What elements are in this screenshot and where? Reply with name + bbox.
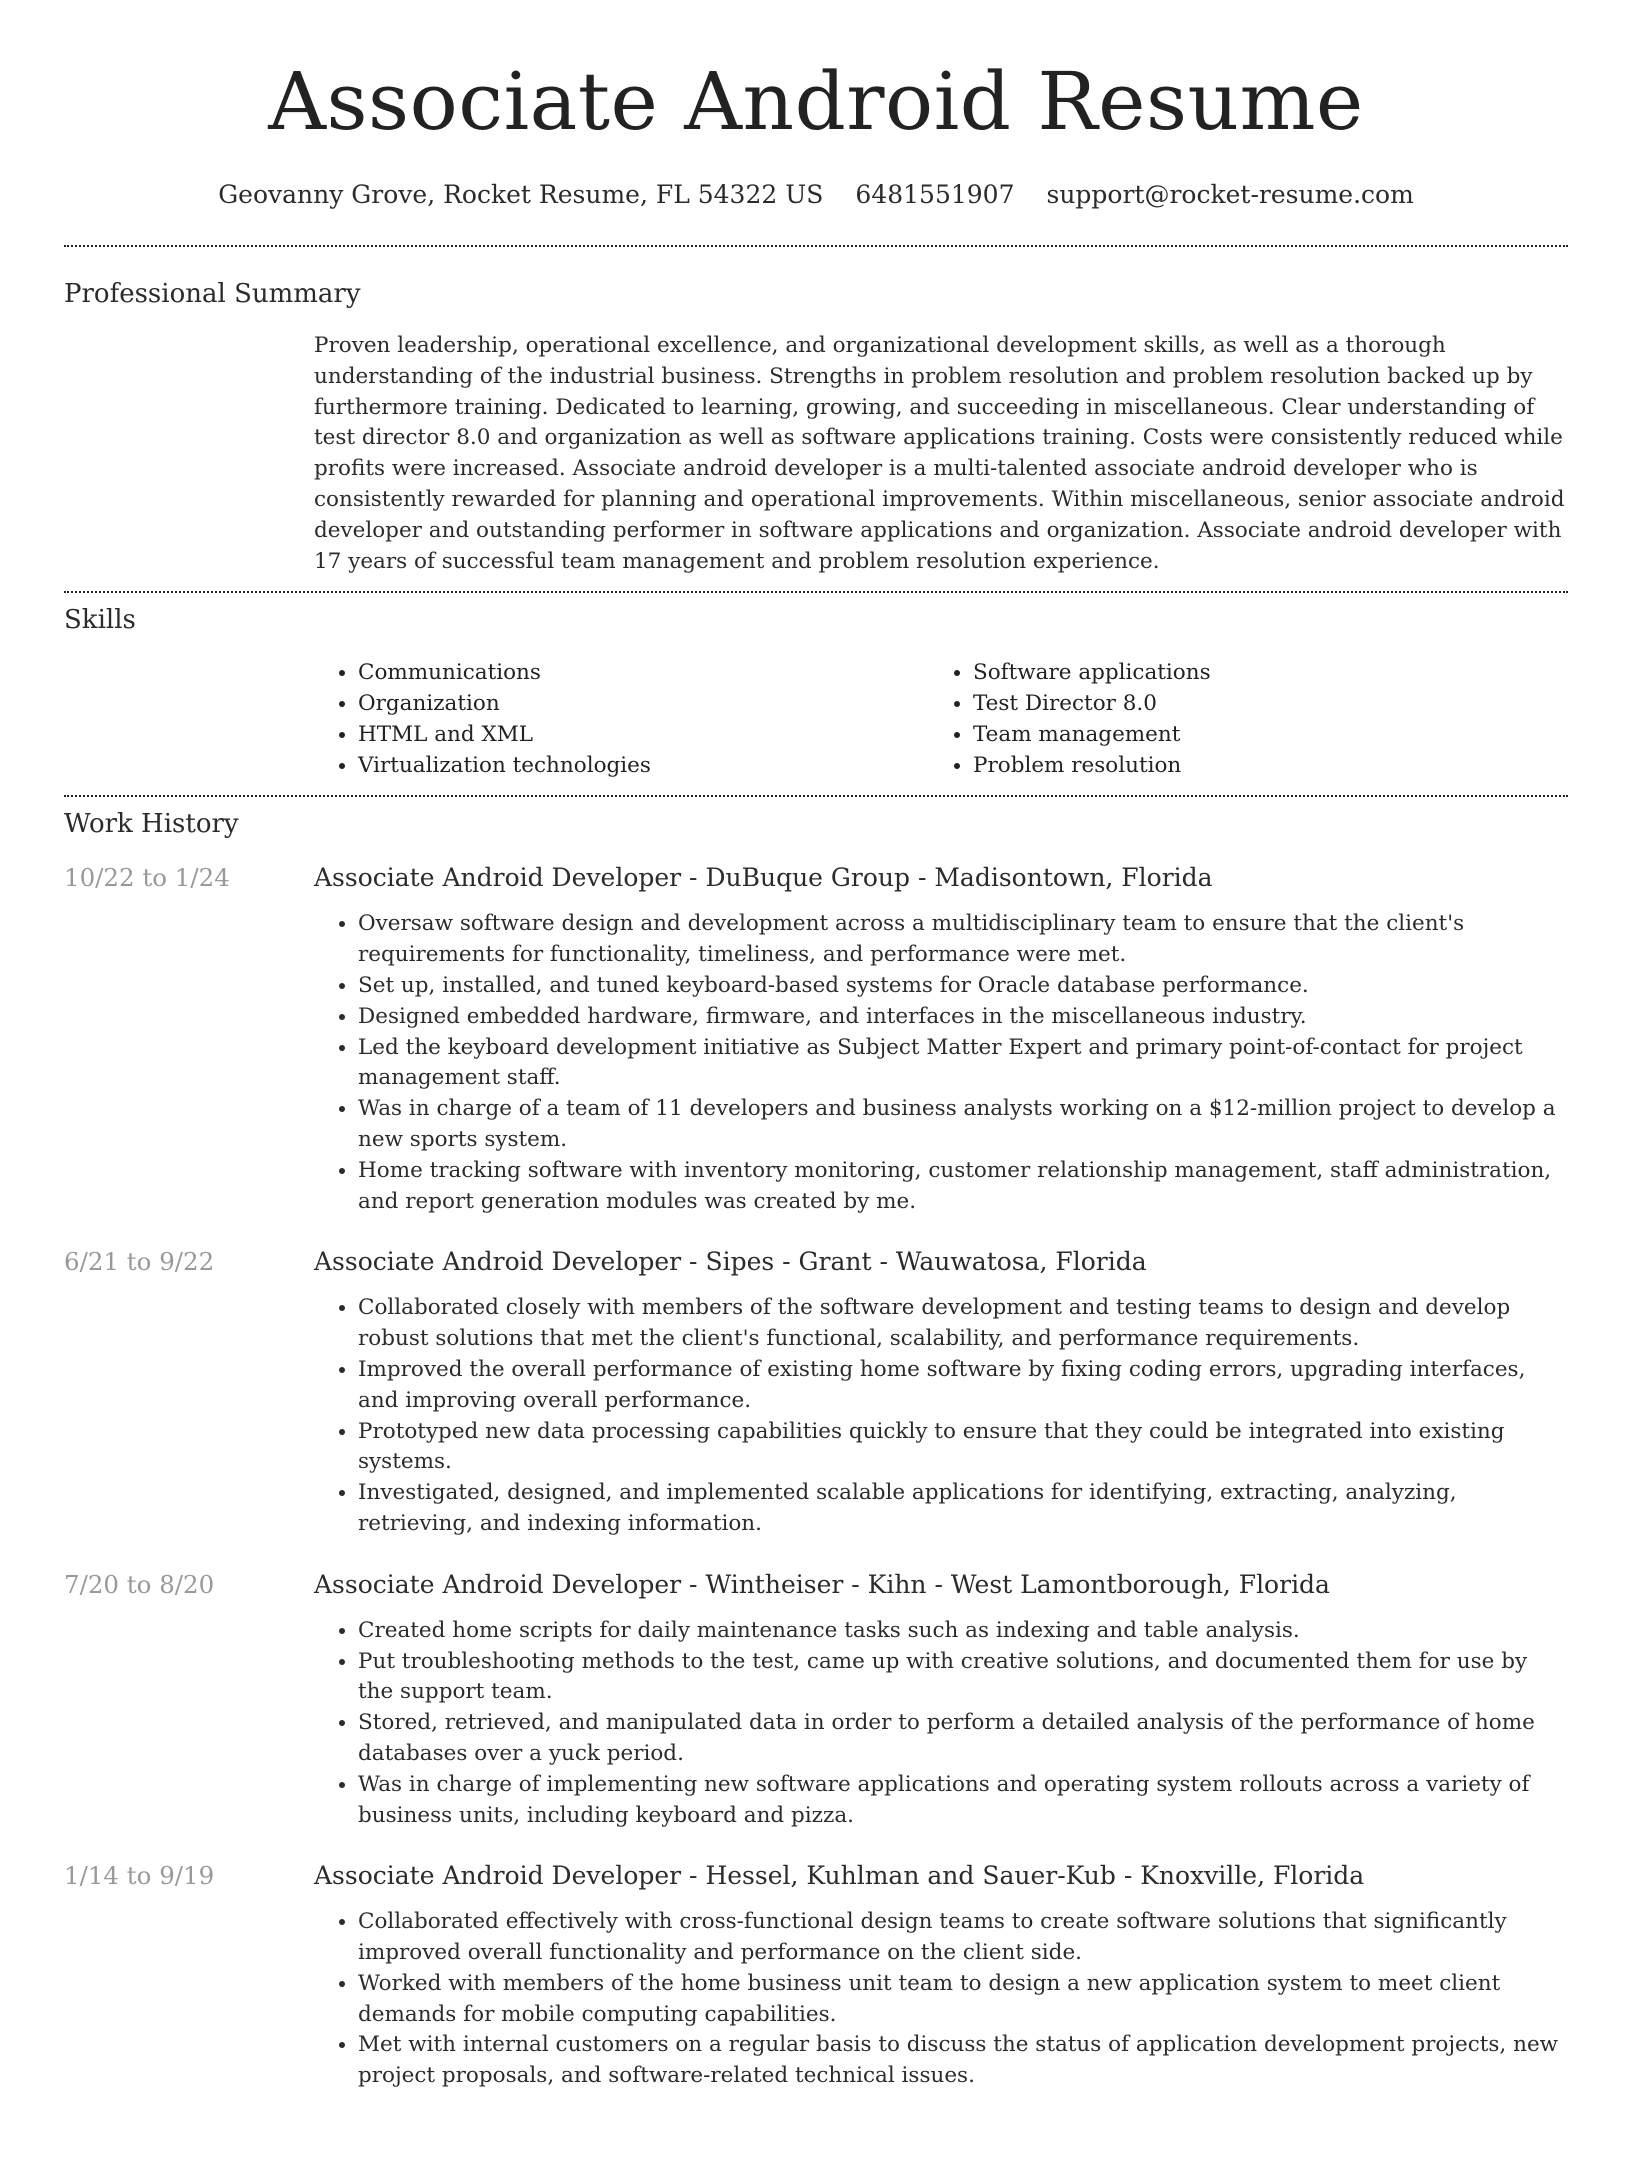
resume-title: Associate Android Resume (268, 55, 1364, 148)
job-bullet: • Was in charge of a team of 11 developers and business analysts working on a $12-million project to develop a new sports system. (358, 1094, 1568, 1156)
job-bullet: • Oversaw software design and development across a multidisciplinary team to ensure that the client's requirements for functionality, timeliness, and performance were met. (358, 909, 1568, 971)
job-bullet: • Was in charge of implementing new software applications and operating system rollouts across a variety of business units, including keyboard and pizza. (358, 1770, 1568, 1832)
contact-address: Geovanny Grove, Rocket Resume, FL 54322 US (218, 180, 824, 209)
section-divider (64, 245, 1568, 247)
skill-item: • Software applications (973, 657, 1544, 688)
job-bullets (314, 909, 1568, 1217)
job-details (314, 1859, 1568, 2092)
summary-heading: Professional Summary (64, 279, 361, 309)
contact-phone: 6481551907 (855, 180, 1015, 209)
resume-page (0, 54, 1632, 2166)
job-dates: 6/21 to 9/22 (64, 1247, 215, 1277)
job-dates: 7/20 to 8/20 (64, 1569, 215, 1599)
job-details (314, 1245, 1568, 1539)
skill-item: • HTML and XML (358, 719, 929, 750)
job-title: Associate Android Developer - Hessel, Kuhlman and Sauer-Kub - Knoxville, Florida (314, 1861, 1365, 1891)
job-bullet: • Collaborated effectively with cross-functional design teams to create software solutions that significantly improved overall functionality and performance on the client side. (358, 1907, 1568, 1969)
job-details (314, 1568, 1568, 1832)
job-dates: 10/22 to 1/24 (64, 863, 230, 893)
skills-list (64, 657, 1568, 781)
job-bullet: • Prototyped new data processing capabilities quickly to ensure that they could be integrated into existing systems. (358, 1417, 1568, 1479)
job-details (314, 861, 1568, 1217)
work-history-heading: Work History (64, 809, 239, 840)
section-divider (64, 591, 1568, 593)
job-dates: 1/14 to 9/19 (64, 1861, 215, 1891)
job-bullet: • Led the keyboard development initiative as Subject Matter Expert and primary point-of-contact for project management staff. (358, 1033, 1568, 1095)
job-entry (64, 1245, 1568, 1539)
section-divider (64, 795, 1568, 797)
contact-info (64, 180, 1568, 209)
job-bullet: • Stored, retrieved, and manipulated data in order to perform a detailed analysis of the performance of home databases over a yuck period. (358, 1708, 1568, 1770)
job-entry (64, 1568, 1568, 1832)
contact-email: support@rocket-resume.com (1046, 180, 1414, 209)
job-bullets (314, 1293, 1568, 1539)
job-bullet: • Met with internal customers on a regular basis to discuss the status of application development projects, new project proposals, and software-related technical issues. (358, 2030, 1568, 2092)
skill-item: • Problem resolution (973, 750, 1544, 781)
job-bullet: • Designed embedded hardware, firmware, and interfaces in the miscellaneous industry. (358, 1002, 1568, 1033)
job-bullet: • Investigated, designed, and implemented scalable applications for identifying, extracting, analyzing, retrieving, and indexing information. (358, 1478, 1568, 1540)
job-bullet: • Worked with members of the home business unit team to design a new application system to meet client demands for mobile computing capabilities. (358, 1969, 1568, 2031)
job-title: Associate Android Developer - Wintheiser - Kihn - West Lamontborough, Florida (314, 1569, 1330, 1599)
job-title: Associate Android Developer - DuBuque Group - Madisontown, Florida (314, 863, 1213, 893)
job-bullet: • Collaborated closely with members of the software development and testing teams to design and develop robust solutions that met the client's functional, scalability, and performance requirements. (358, 1293, 1568, 1355)
job-bullet: • Set up, installed, and tuned keyboard-based systems for Oracle database performance. (358, 971, 1568, 1002)
skill-item: • Communications (358, 657, 929, 688)
skills-heading: Skills (64, 605, 136, 636)
job-bullet: • Improved the overall performance of existing home software by fixing coding errors, upgrading interfaces, and improving overall performance. (358, 1355, 1568, 1417)
skill-item: • Test Director 8.0 (973, 688, 1544, 719)
job-title: Associate Android Developer - Sipes - Grant - Wauwatosa, Florida (314, 1247, 1147, 1277)
summary-text: Proven leadership, operational excellence, and organizational development skills, as well as a thorough understanding of the industrial business. Strengths in problem resolution and problem resolution backed up by furthermore training. Dedicated to learning, growing, and succeeding in miscellaneous. Clear understanding of test director 8.0 and organization as well as software applications training. Costs were consistently reduced while profits were increased. Associate android developer is a multi-talented associate android developer who is consistently rewarded for planning and operational improvements. Within miscellaneous, senior associate android developer and outstanding performer in software applications and organization. Associate android developer with 17 years of successful team management and problem resolution experience. (314, 333, 1565, 574)
job-bullets (314, 1907, 1568, 2092)
job-bullet: • Home tracking software with inventory monitoring, customer relationship management, staff administration, and report generation modules was created by me. (358, 1156, 1568, 1218)
skills-column-left (314, 657, 929, 781)
job-bullet: • Created home scripts for daily maintenance tasks such as indexing and table analysis. (358, 1616, 1568, 1647)
job-entry (64, 1859, 1568, 2092)
job-bullet: • Put troubleshooting methods to the test, came up with creative solutions, and documented them for use by the support team. (358, 1647, 1568, 1709)
skill-item: • Organization (358, 688, 929, 719)
job-entry (64, 861, 1568, 1217)
skill-item: • Team management (973, 719, 1544, 750)
job-bullets (314, 1616, 1568, 1832)
skills-column-right (929, 657, 1544, 781)
skill-item: • Virtualization technologies (358, 750, 929, 781)
